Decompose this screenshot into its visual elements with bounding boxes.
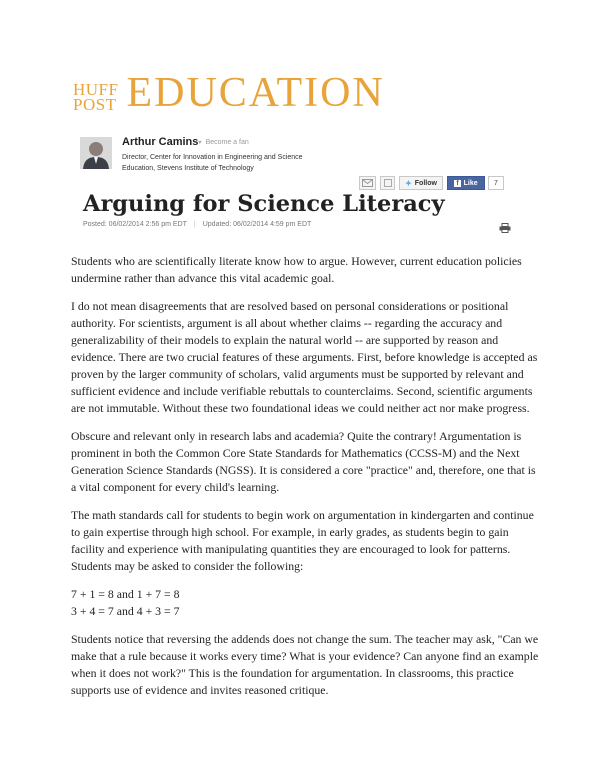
huffpost-wordmark: HUFF POST xyxy=(73,80,119,114)
share-square-icon xyxy=(384,179,392,187)
print-icon xyxy=(499,223,511,233)
paragraph-closing: Students notice that reversing the addends does not change the sum. The teacher may ask, "Can we make that a rule because it works every time? What is your evidence? Can anyone find an example when it does not work?" This is the foundation for argumentation. In classrooms, this practice supports use of evidence and invites reasoned critique. xyxy=(71,632,539,697)
author-avatar[interactable] xyxy=(80,137,112,169)
twitter-bird-icon: ✦ xyxy=(405,178,412,188)
equation-line-1: 7 + 1 = 8 and 1 + 7 = 8 xyxy=(71,587,180,601)
article-title: Arguing for Science Literacy xyxy=(83,191,445,217)
posted-date: Posted: 06/02/2014 2:56 pm EDT xyxy=(83,221,187,228)
paragraph-intro: Students who are scientifically literate know how to argue. However, current education policies undermine rather than advance this vital academic goal. xyxy=(71,254,522,285)
mail-icon xyxy=(362,179,373,187)
article-dates xyxy=(83,221,311,228)
paragraph-math: The math standards call for students to begin work on argumentation in kindergarten and continue to gain expertise through high school. For example, in early grades, as students begin to gain facility and experience with manipulating quantities they are encouraged to look for patterns. Students may be asked to consider the following: xyxy=(71,508,534,573)
author-name[interactable]: Arthur Camins xyxy=(122,136,199,148)
author-bio: Director, Center for Innovation in Engineering and Science Education, Stevens Institute of Technology xyxy=(122,154,303,172)
twitter-follow-button[interactable] xyxy=(399,176,443,190)
facebook-like-button[interactable] xyxy=(447,176,485,190)
like-count: 7 xyxy=(488,176,504,190)
section-title: EDUCATION xyxy=(126,70,385,116)
date-separator: | xyxy=(193,221,196,228)
updated-date: Updated: 06/02/2014 4:59 pm EDT xyxy=(202,221,312,228)
paragraph-standards: Obscure and relevant only in research labs and academia? Quite the contrary! Argumentation is prominent in both the Common Core State Standards for Mathematics (CCSS-M) and the Next Generation Science Standards (NGSS). It is considered a core "practice" and, therefore, one that is a vital component for every child's learning. xyxy=(71,429,536,494)
email-share-button[interactable] xyxy=(359,176,376,190)
author-photo xyxy=(80,137,112,169)
equation-line-2: 3 + 4 = 7 and 4 + 3 = 7 xyxy=(71,604,180,618)
facebook-icon: f xyxy=(456,179,459,187)
huffpost-education-logo[interactable] xyxy=(73,70,385,116)
twitter-follow-label: Follow xyxy=(414,179,437,187)
become-a-fan-button[interactable] xyxy=(198,139,249,146)
fan-label: Become a fan xyxy=(205,139,249,146)
share-button[interactable] xyxy=(380,176,395,190)
facebook-like-label: Like xyxy=(463,179,478,187)
paragraph-argument: I do not mean disagreements that are resolved based on personal considerations or positional authority. For scientists, argument is all about whether claims -- regarding the accuracy and generalizability of their models to explain the natural world -- are supported by reason and evidence. There are two crucial features of these arguments. First, before knowledge is accepted as proven by the larger community of scholars, valid arguments must be supported by relevant and sufficient evidence and include verifiable rebuttals to counterclaims. Second, scientific arguments are not immutable. Without these two foundational ideas we could neither act nor make progress. xyxy=(71,299,538,415)
heart-icon: ♥ xyxy=(198,140,202,146)
article-body xyxy=(71,253,541,710)
print-button[interactable] xyxy=(499,220,511,230)
